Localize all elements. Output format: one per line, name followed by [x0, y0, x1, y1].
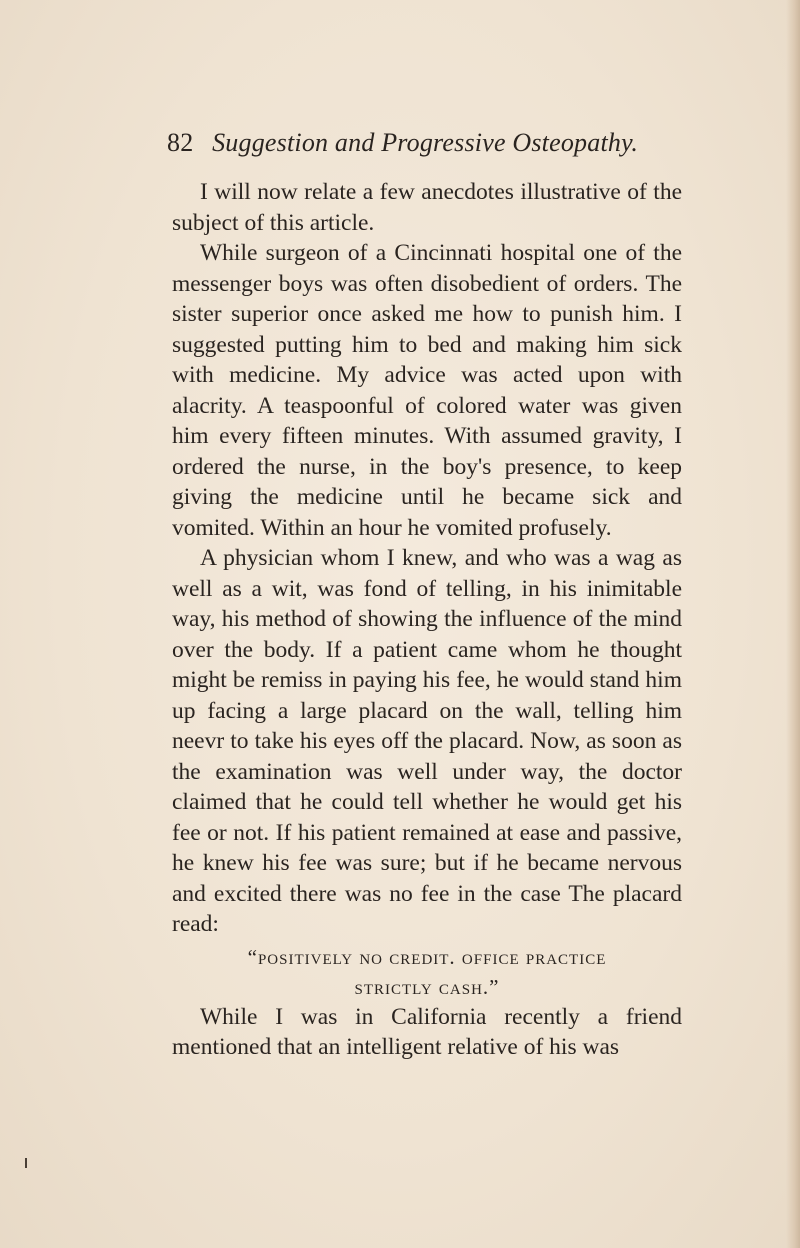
- running-header: [167, 126, 638, 160]
- paragraph-messenger-boy: While surgeon of a Cincinnati hospital one of the messenger boys was often disobedient of orders. The sister superior once asked me how to punish him. I suggested putting him to bed and making him sick with medicine. My advice was acted upon with alacrity. A teaspoonful of colored water was given him every fifteen minutes. With assumed gravity, I ordered the nurse, in the boy's presence, to keep giving the medicine until he became sick and vomited. Within an hour he vomited profusely.: [172, 240, 682, 541]
- paragraph-intro: I will now relate a few anecdotes illustrative of the subject of this article.: [172, 179, 682, 236]
- page-edge-shadow: [786, 0, 800, 1248]
- paragraph-california: While I was in California recently a friend mentioned that an intelligent relative of his was: [172, 1003, 682, 1060]
- page-number: 82: [167, 128, 194, 157]
- running-title: Suggestion and Progressive Osteopathy.: [212, 128, 639, 157]
- placard-line-1: “positively no credit. office practice: [247, 944, 607, 969]
- stray-ink-mark: [25, 1158, 27, 1168]
- placard-quote: [172, 942, 682, 1002]
- paragraph-physician-wag: A physician whom I knew, and who was a wag as well as a wit, was fond of telling, in his inimitable way, his method of showing the influence of the mind over the body. If a patient came whom he thought might be remiss in paying his fee, he would stand him up facing a large placard on the wall, telling him neevr to take his eyes off the placard. Now, as soon as the examination was well under way, the doctor claimed that he could tell whether he would get his fee or not. If his patient remained at ease and passive, he knew his fee was sure; but if he became nervous and excited there was no fee in the case The placard read:: [172, 545, 682, 937]
- placard-line-2: strictly cash.”: [354, 974, 500, 999]
- body-text: [172, 177, 682, 1063]
